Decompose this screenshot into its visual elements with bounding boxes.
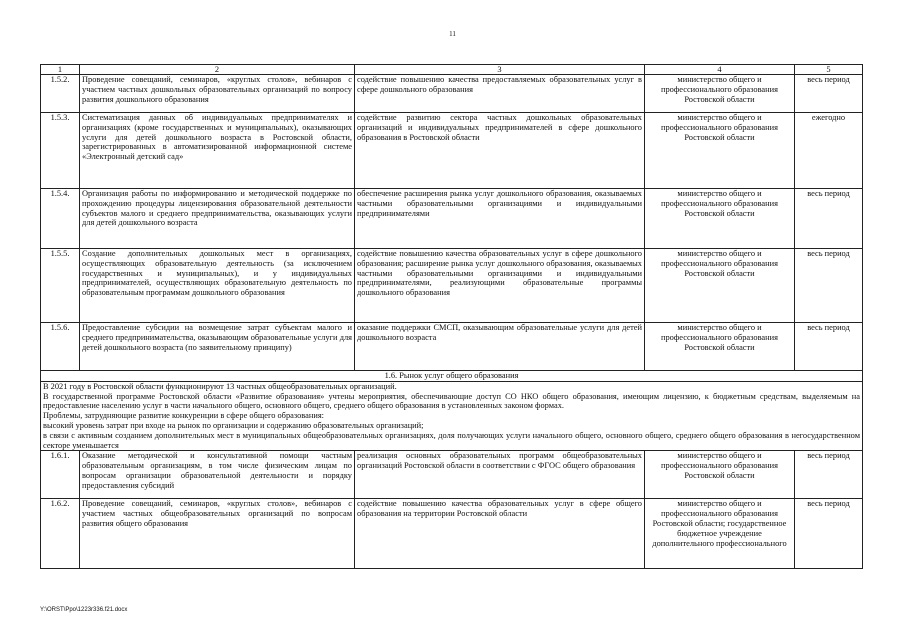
measure-result: содействие развитию сектора частных дошкольных образовательных организаций и индивидуальных предпринимателей в сфере дошкольного образования в Ростовской области [355,113,645,189]
intro-paragraph: высокий уровень затрат при входе на рынок по организации и содержанию образовательных организаций; [43,420,424,430]
measure-period: весь период [795,499,863,569]
measure-action: Систематизация данных об индивидуальных предпринимателях и организациях (кроме государственных и муниципальных), оказывающих услуги для детей дошкольного возраста в Ростовской области, зарегистрированных в автоматизированной информационной системе «Электронный детский сад» [80,113,355,189]
measure-executor: министерство общего и профессионального образования Ростовской области [645,249,795,323]
measure-executor: министерство общего и профессионального образования Ростовской области [645,113,795,189]
section-title-row [41,371,863,382]
measure-action: Проведение совещаний, семинаров, «круглых столов», вебинаров с участием частных дошкольных образовательных организаций по вопросу развития дошкольного образования [80,75,355,113]
intro-paragraph: в связи с активным созданием дополнительных мест в муниципальных общеобразовательных организациях, доля получающих услуги начального общего, основного общего, среднего общего образования в негосударственном секторе уменьшается [43,430,860,450]
section-title: 1.6. Рынок услуг общего образования [41,371,863,382]
measure-result: содействие повышению качества образовательных услуг в сфере дошкольного образования; расширение рынка услуг дошкольного образования, оказываемых частными образовательными организациями и индивидуальными предпринимателями, реализующими образовательные программы дошкольного образования [355,249,645,323]
page-number: 11 [449,30,456,38]
measure-executor: министерство общего и профессионального образования Ростовской области [645,323,795,371]
intro-paragraph: В государственной программе Ростовской области «Развитие образования» учтены мероприятия, обеспечивающие доступ СО НКО общего образования, имеющим лицензию, к бюджетным средствам, выделяемым на предоставление населению услуг в части начального общего, основного общего, среднего общего образования в установленных законом формах. [43,391,860,411]
intro-paragraph: В 2021 году в Ростовской области функционируют 13 частных общеобразовательных организаций. [43,381,397,391]
measure-action: Оказание методической и консультативной помощи частным образовательным организациям, в том числе физическим лицам по вопросам организации образовательной деятельности и порядку предоставления субсидий [80,451,355,499]
measure-period: весь период [795,451,863,499]
column-number: 4 [645,65,795,75]
measure-number: 1.5.6. [41,323,80,371]
table-row [41,451,863,499]
measure-result: оказание поддержки СМСП, оказывающим образовательные услуги для детей дошкольного возраста [355,323,645,371]
measure-number: 1.6.2. [41,499,80,569]
measure-period: весь период [795,189,863,249]
measure-number: 1.5.5. [41,249,80,323]
section-intro [41,381,863,451]
table-row [41,75,863,113]
section-intro-row [41,381,863,451]
column-number: 2 [80,65,355,75]
measures-table [40,64,863,569]
measure-result: реализация основных образовательных программ общеобразовательных организаций Ростовской области в соответствии с ФГОС общего образования [355,451,645,499]
table-row [41,113,863,189]
measure-executor: министерство общего и профессионального образования Ростовской области [645,451,795,499]
column-number: 3 [355,65,645,75]
measure-period: весь период [795,75,863,113]
measure-executor: министерство общего и профессионального образования Ростовской области [645,75,795,113]
table-row [41,499,863,569]
file-path-footer: Y:\ORST\Ppo\1223r336.f21.docx [40,607,128,613]
measure-action: Предоставление субсидии на возмещение затрат субъектам малого и среднего предпринимательства, оказывающим образовательные услуги для детей дошкольного возраста (по заявительному принципу) [80,323,355,371]
column-number-row [41,65,863,75]
column-number: 5 [795,65,863,75]
measure-number: 1.5.4. [41,189,80,249]
table-row [41,323,863,371]
table-row [41,189,863,249]
measure-action: Создание дополнительных дошкольных мест в организациях, осуществляющих образовательную деятельность (за исключением государственных и муниципальных), и у индивидуальных предпринимателей, осуществляющих образовательную деятельность по образовательным программам дошкольного образования [80,249,355,323]
measure-result: обеспечение расширения рынка услуг дошкольного образования, оказываемых частными образовательными организациями и индивидуальными предпринимателями [355,189,645,249]
measure-number: 1.5.3. [41,113,80,189]
measure-result: содействие повышению качества предоставляемых образовательных услуг в сфере дошкольного образования [355,75,645,113]
measure-period: ежегодно [795,113,863,189]
measure-number: 1.6.1. [41,451,80,499]
intro-paragraph: Проблемы, затрудняющие развитие конкуренции в сфере общего образования: [43,411,325,421]
measure-result: содействие повышению качества образовательных услуг в сфере общего образования на территории Ростовской области [355,499,645,569]
measure-executor: министерство общего и профессионального образования Ростовской области; государственное бюджетное учреждение дополнительного профессионального [645,499,795,569]
column-number: 1 [41,65,80,75]
measure-period: весь период [795,249,863,323]
table-row [41,249,863,323]
measure-period: весь период [795,323,863,371]
measure-number: 1.5.2. [41,75,80,113]
measure-action: Организация работы по информированию и методической поддержке по прохождению процедуры лицензирования образовательной деятельности субъектов малого и среднего предпринимательства, оказывающих услуги для детей дошкольного возраста [80,189,355,249]
measure-executor: министерство общего и профессионального образования Ростовской области [645,189,795,249]
measure-action: Проведение совещаний, семинаров, «круглых столов», вебинаров с участием частных общеобразовательных организаций по вопросам развития общего образования [80,499,355,569]
